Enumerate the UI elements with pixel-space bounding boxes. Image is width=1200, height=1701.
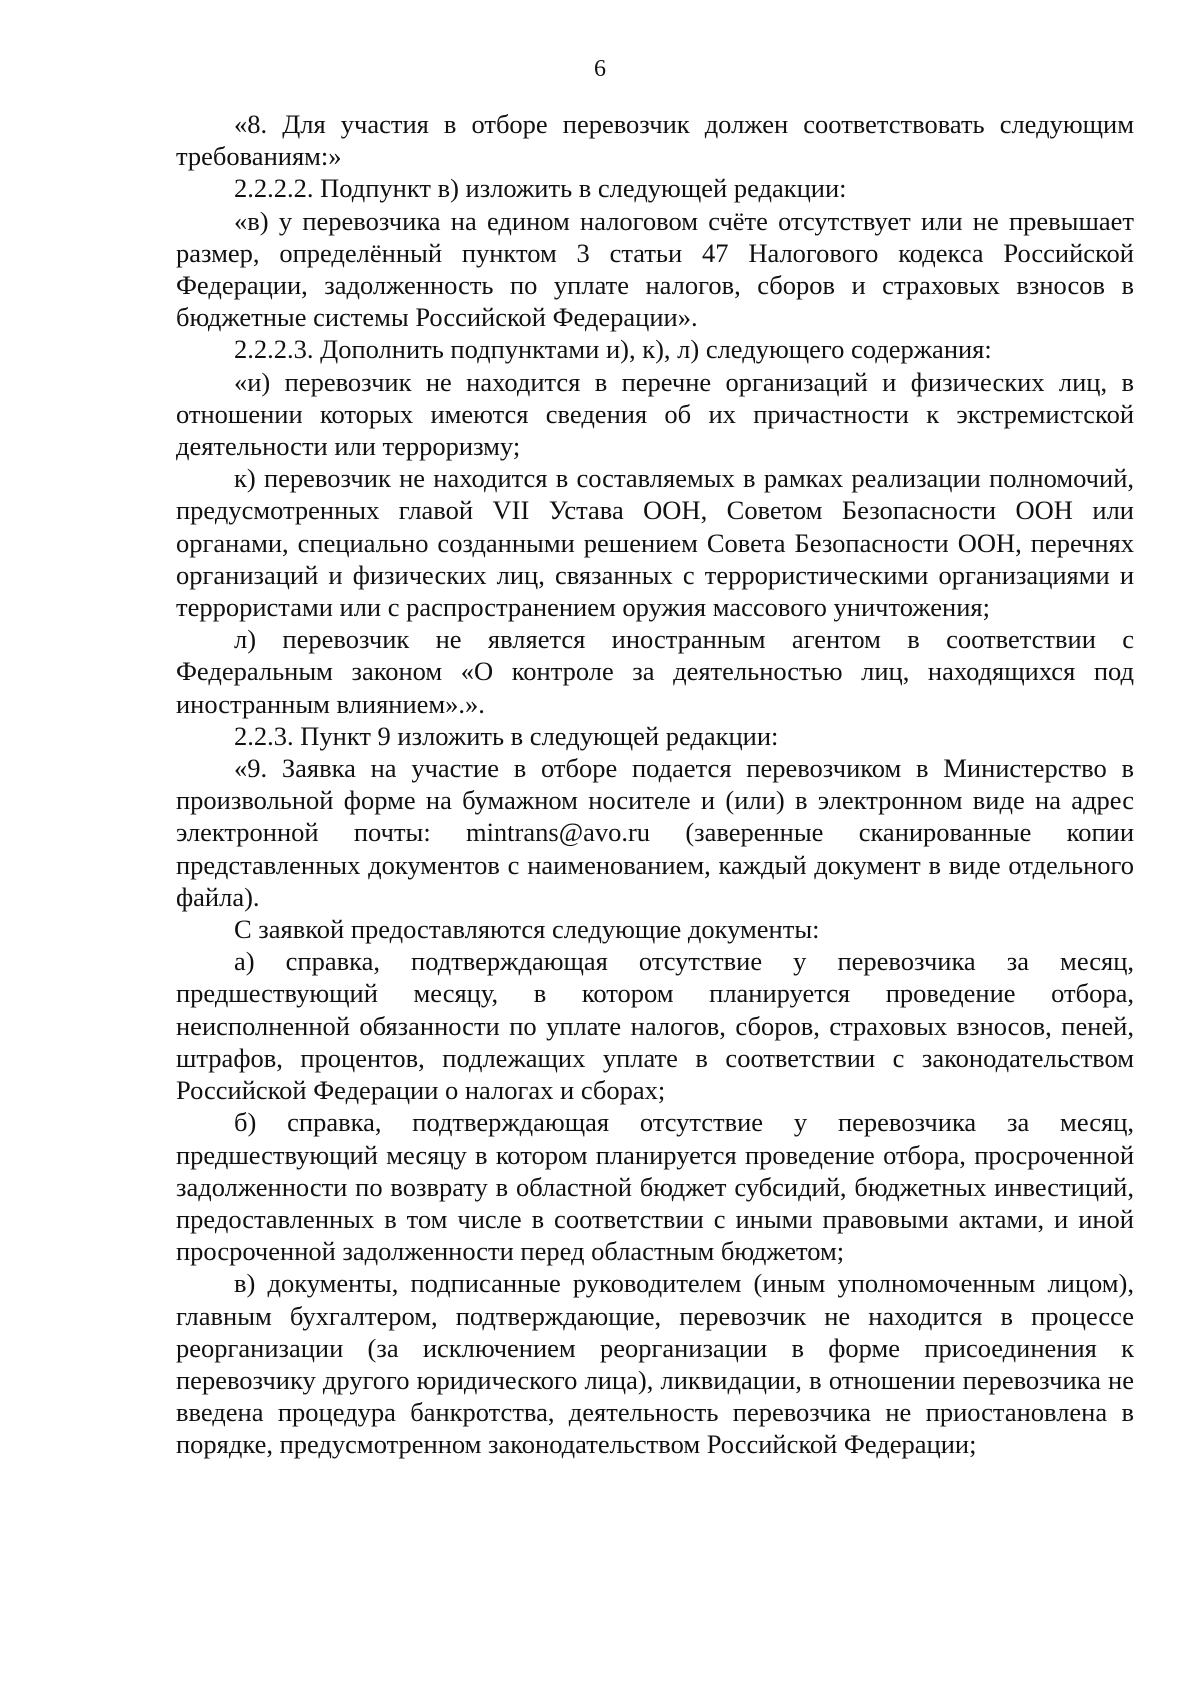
paragraph-doc-b: б) справка, подтверждающая отсутствие у перевозчика за месяц, предшествующий месяцу в котором планируется проведение отбора, просроченной задолженности по возврату в областной бюджет субсидий, бюджетных инвестиций, предоставленных в том числе в соответствии с иными правовыми актами, и иной просроченной задолженности перед областным бюджетом; [176, 1107, 1134, 1267]
paragraph-item-9: «9. Заявка на участие в отборе подается перевозчиком в Министерство в произвольной форме на бумажном носителе и (или) в электронном виде на адрес электронной почты: mintrans@avo.ru (заверенные сканированные копии представленных документов с наименованием, каждый документ в виде отдельного файла). [176, 753, 1134, 912]
paragraph-subitem-k: к) перевозчик не находится в составляемых в рамках реализации полномочий, предусмотренных главой VII Устава ООН, Советом Безопасности ООН или органами, специально созданными решением Совета Безопасности ООН, перечнях организаций и физических лиц, связанных с террористическими организациями и террористами или с распространением оружия массового уничтожения; [176, 463, 1134, 623]
paragraph-subitem-i: «и) перевозчик не находится в перечне организаций и физических лиц, в отношении которых имеются сведения об их причастности к экстремистской деятельности или терроризму; [176, 366, 1134, 462]
paragraph-documents-intro: С заявкой предоставляются следующие документы: [234, 914, 820, 945]
paragraph-subitem-v: «в) у перевозчика на едином налоговом счёте отсутствует или не превышает размер, определённый пунктом 3 статьи 47 Налогового кодекса Российской Федерации, задолженность по уплате налогов, сборов и страховых взносов в бюджетные системы Российской Федерации». [176, 205, 1134, 333]
page-number: 6 [594, 56, 606, 82]
paragraph-subitem-l: л) перевозчик не является иностранным агентом в соответствии с Федеральным законом «О контроле за деятельностью лиц, находящихся под иностранным влиянием».». [176, 624, 1134, 719]
paragraph-doc-a: а) справка, подтверждающая отсутствие у перевозчика за месяц, предшествующий месяцу, в котором планируется проведение отбора, неисполненной обязанности по уплате налогов, сборов, страховых взносов, пеней, штрафов, процентов, подлежащих уплате в соответствии с законодательством Российской Федерации о налогах и сборах; [176, 946, 1134, 1106]
paragraph-2-2-3: 2.2.3. Пункт 9 изложить в следующей редакции: [234, 720, 779, 751]
paragraph-doc-v: в) документы, подписанные руководителем (иным уполномоченным лицом), главным бухгалтером, подтверждающие, перевозчик не находится в процессе реорганизации (за исключением реорганизации в форме присоединения к перевозчику другого юридического лица), ликвидации, в отношении перевозчика не введена процедура банкротства, деятельность перевозчика не приостановлена в порядке, предусмотренном законодательством Российской Федерации; [176, 1268, 1134, 1460]
paragraph-2-2-2-3: 2.2.2.3. Дополнить подпунктами и), к), л) следующего содержания: [234, 334, 992, 365]
document-body [176, 108, 1134, 1461]
paragraph-requirements-intro: «8. Для участия в отборе перевозчик должен соответствовать следующим требованиям:» [176, 109, 1134, 172]
paragraph-2-2-2-2: 2.2.2.2. Подпункт в) изложить в следующей редакции: [234, 173, 847, 204]
